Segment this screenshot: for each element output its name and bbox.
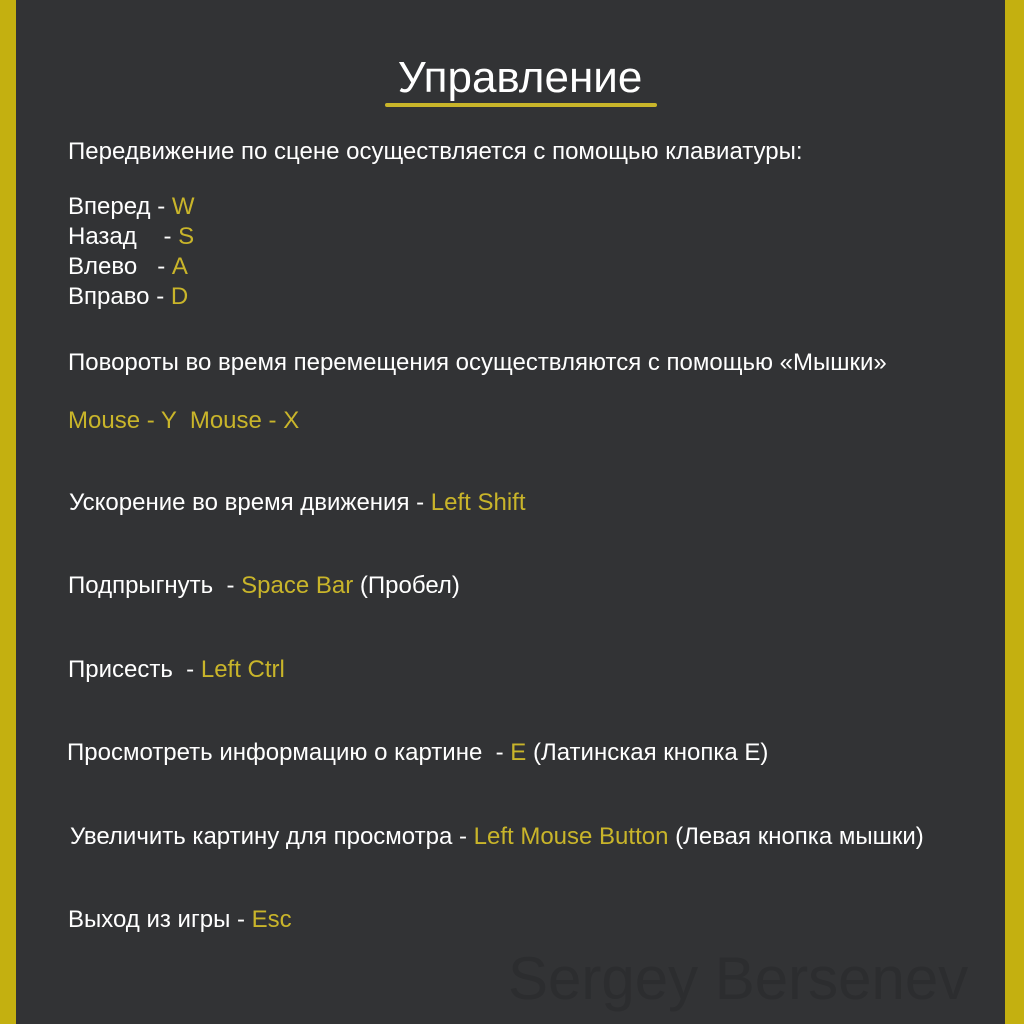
key-space-bar: Space Bar bbox=[241, 572, 354, 599]
rotation-text: Повороты во время перемещения осуществляются с помощью «Мышки» bbox=[68, 349, 887, 376]
key-left-ctrl: Left Ctrl bbox=[200, 656, 285, 683]
control-label: Назад - bbox=[68, 223, 179, 250]
key-left-shift: Left Shift bbox=[430, 489, 526, 516]
key-esc: Esc bbox=[251, 906, 292, 933]
intro-text: Передвижение по сцене осуществляется с помощью клавиатуры: bbox=[68, 138, 803, 165]
key-s: S bbox=[178, 223, 195, 250]
key-left-mouse-button: Left Mouse Button bbox=[473, 823, 669, 850]
key-w: W bbox=[171, 193, 195, 220]
control-left bbox=[68, 252, 188, 282]
control-note: (Пробел) bbox=[353, 572, 460, 599]
control-right bbox=[68, 282, 188, 312]
title-underline bbox=[385, 103, 657, 107]
control-label: Выход из игры - bbox=[68, 906, 252, 933]
control-crouch bbox=[68, 655, 285, 685]
control-back bbox=[68, 222, 194, 252]
control-info bbox=[67, 738, 768, 768]
author-watermark: Sergey Bersenev bbox=[508, 945, 969, 1012]
control-label: Просмотреть информацию о картине - bbox=[67, 739, 511, 766]
control-label: Присесть - bbox=[68, 656, 201, 683]
mouse-axes: Mouse - Y Mouse - X bbox=[68, 407, 300, 434]
control-label: Подпрыгнуть - bbox=[68, 572, 242, 599]
control-sprint bbox=[69, 488, 526, 518]
control-jump bbox=[68, 571, 460, 601]
control-note: (Латинская кнопка E) bbox=[526, 739, 769, 766]
control-zoom bbox=[70, 822, 924, 852]
control-label: Ускорение во время движения - bbox=[69, 489, 431, 516]
control-label: Увеличить картину для просмотра - bbox=[70, 823, 474, 850]
key-e: E bbox=[510, 739, 527, 766]
control-label: Влево - bbox=[68, 253, 172, 280]
key-a: A bbox=[171, 253, 188, 280]
control-forward bbox=[68, 192, 195, 222]
page-title: Управление bbox=[397, 53, 643, 102]
control-label: Вправо - bbox=[68, 283, 171, 310]
control-exit bbox=[68, 905, 292, 935]
control-note: (Левая кнопка мышки) bbox=[668, 823, 924, 850]
control-label: Вперед - bbox=[68, 193, 172, 220]
key-d: D bbox=[170, 283, 189, 310]
